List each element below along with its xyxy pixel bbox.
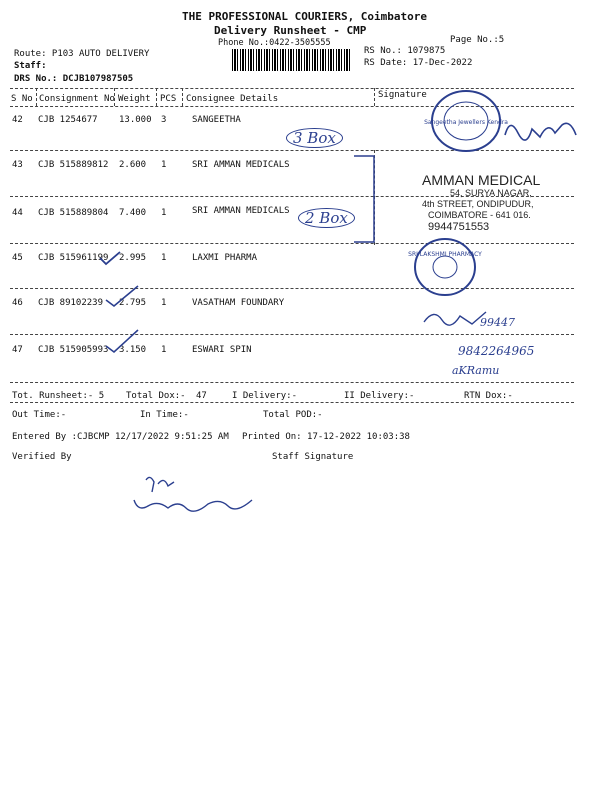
check-icon <box>104 284 140 308</box>
row-weight: 3.150 <box>119 345 147 355</box>
verified-signature <box>128 470 268 522</box>
total-pod: Total POD:- <box>263 410 323 420</box>
col-weight: Weight <box>118 94 151 104</box>
col-consignment: Consignment No <box>39 94 115 104</box>
stamp-line: 54, SURYA NAGAR, <box>450 188 532 198</box>
phone-number: Phone No.:0422-3505555 <box>218 38 331 48</box>
row-pcs: 1 <box>161 253 167 263</box>
row-consignment: CJB 515961199 <box>38 253 109 263</box>
row-separator <box>10 243 574 244</box>
row-sno: 44 <box>12 208 23 218</box>
stamp-line: COIMBATORE - 641 016. <box>428 210 531 220</box>
ii-delivery: II Delivery:- <box>344 391 415 401</box>
col-consignee: Consignee Details <box>186 94 279 104</box>
stamp-line: AMMAN MEDICAL <box>422 172 541 188</box>
row-consignee: LAXMI PHARMA <box>192 253 258 263</box>
row-consignee: VASATHAM FOUNDARY <box>192 298 285 308</box>
round-stamp-text: Sangeetha Jewellers Kendra <box>424 119 508 126</box>
row-pcs: 1 <box>161 345 167 355</box>
row-consignee: SRI AMMAN MEDICALS <box>192 160 290 170</box>
handwritten-note <box>298 208 355 228</box>
entered-by: Entered By :CJBCMP 12/17/2022 9:51:25 AM <box>12 432 229 442</box>
check-icon <box>104 328 140 354</box>
row-sno: 46 <box>12 298 23 308</box>
col-divider <box>114 88 115 106</box>
row-sno: 42 <box>12 115 23 125</box>
note-text: 2 Box <box>298 208 355 228</box>
total-runsheet: Tot. Runsheet:- 5 <box>12 391 105 401</box>
row-sno: 45 <box>12 253 23 263</box>
row-consignment: CJB 89102239 <box>38 298 104 308</box>
col-signature: Signature <box>378 90 427 100</box>
col-divider <box>374 88 375 106</box>
stamp-phone: 9944751553 <box>428 221 490 233</box>
handwritten-note <box>286 128 343 148</box>
col-divider <box>36 88 37 106</box>
row-separator <box>10 288 574 289</box>
signature-scribble <box>420 306 490 330</box>
note-text: 3 Box <box>286 128 343 148</box>
stamp-line: 4th STREET, ONDIPUDUR, <box>422 199 534 209</box>
col-divider <box>156 88 157 106</box>
totals-rule <box>10 402 574 403</box>
amman-stamp <box>414 172 556 234</box>
row-sno: 43 <box>12 160 23 170</box>
row-pcs: 1 <box>161 298 167 308</box>
row-sno: 47 <box>12 345 23 355</box>
col-sno: S No <box>11 94 33 104</box>
laxmi-stamp-text: SRI LAKSHMI PHARMACY <box>408 251 482 258</box>
row-weight: 2.795 <box>119 298 147 308</box>
total-dox: Total Dox:- <box>126 391 186 401</box>
total-dox-value: 47 <box>196 391 207 401</box>
row-pcs: 3 <box>161 115 167 125</box>
bracket-mark <box>350 152 380 246</box>
in-time: In Time:- <box>140 410 189 420</box>
round-stamp <box>424 88 508 154</box>
laxmi-stamp <box>408 236 482 298</box>
row-consignee: ESWARI SPIN <box>192 345 252 355</box>
company-title: THE PROFESSIONAL COURIERS, Coimbatore <box>182 10 428 23</box>
rtn-dox: RTN Dox:- <box>464 391 513 401</box>
staff-label: Staff: <box>14 61 47 71</box>
verified-by: Verified By <box>12 452 72 462</box>
handwritten-phone: 99447 <box>480 316 515 329</box>
row-consignment: CJB 515889804 <box>38 208 109 218</box>
i-delivery: I Delivery:- <box>232 391 298 401</box>
row-consignee: SANGEETHA <box>192 115 241 125</box>
row-separator <box>10 334 574 335</box>
col-divider <box>182 88 183 106</box>
check-icon <box>98 250 122 266</box>
signature-scribble <box>500 115 580 145</box>
handwritten-initials: aKRamu <box>452 364 500 377</box>
row-consignment: CJB 1254677 <box>38 115 98 125</box>
barcode <box>232 49 352 71</box>
rs-date: RS Date: 17-Dec-2022 <box>364 58 473 68</box>
rs-number: RS No.: 1079875 <box>364 46 446 56</box>
row-separator <box>10 382 574 383</box>
row-consignment: CJB 515889812 <box>38 160 109 170</box>
out-time: Out Time:- <box>12 410 67 420</box>
staff-signature: Staff Signature <box>272 452 354 462</box>
page-number: Page No.:5 <box>450 35 505 45</box>
drs-number: DRS No.: DCJB107987505 <box>14 74 134 84</box>
route-label: Route: P103 AUTO DELIVERY <box>14 49 150 59</box>
document-title: Delivery Runsheet - CMP <box>214 24 367 37</box>
row-weight: 2.600 <box>119 160 147 170</box>
row-weight: 7.400 <box>119 208 147 218</box>
row-consignee: SRI AMMAN MEDICALS <box>192 206 290 216</box>
row-pcs: 1 <box>161 208 167 218</box>
row-weight: 2.995 <box>119 253 147 263</box>
col-pcs: PCS <box>160 94 177 104</box>
row-pcs: 1 <box>161 160 167 170</box>
row-weight: 13.000 <box>119 115 152 125</box>
row-consignment: CJB 515905993 <box>38 345 109 355</box>
handwritten-phone: 9842264965 <box>458 344 535 358</box>
printed-on: Printed On: 17-12-2022 10:03:38 <box>242 432 410 442</box>
